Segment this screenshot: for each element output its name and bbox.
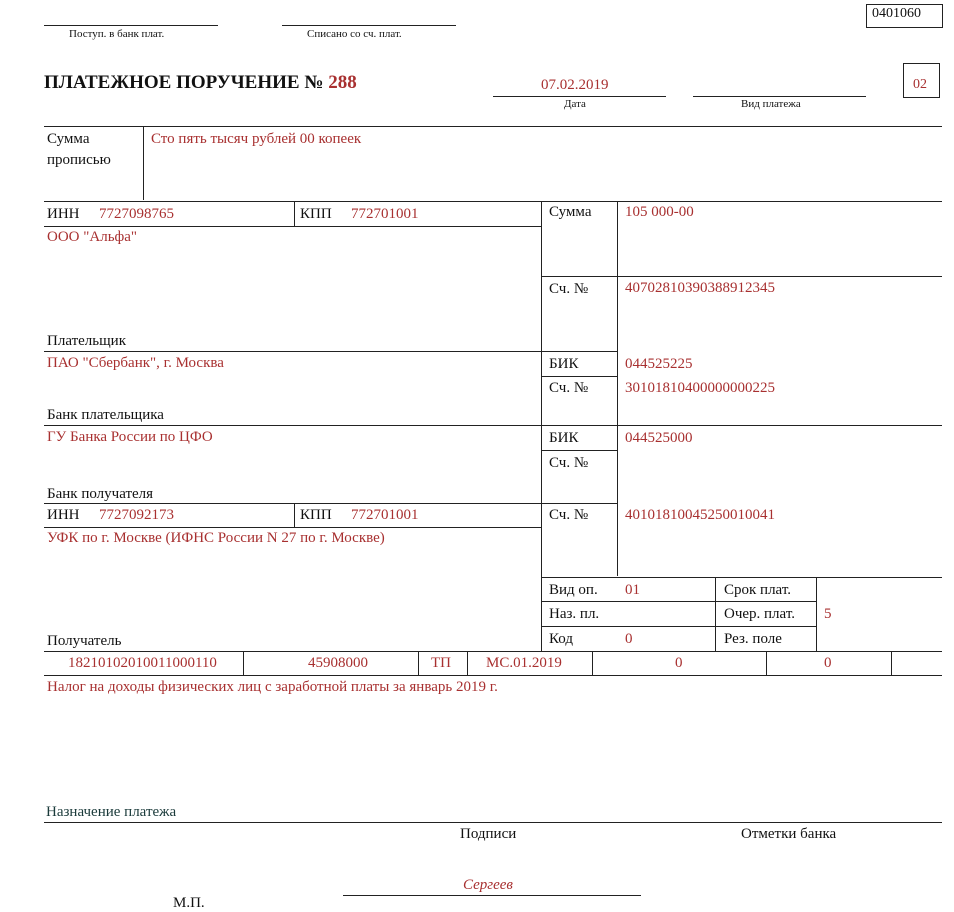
recipient-inn-line	[44, 527, 541, 528]
vid-op-label: Вид оп.	[549, 582, 598, 598]
recipient-account: 40101810045250010041	[625, 507, 775, 523]
amount-words-divider	[143, 126, 144, 200]
tax-row-bottom-line	[44, 675, 942, 676]
vid-op: 01	[625, 582, 640, 598]
recipient-bank-name: ГУ Банка России по ЦФО	[47, 429, 213, 445]
tax-divider-2	[418, 651, 419, 675]
kod: 0	[625, 631, 633, 647]
signature-line	[343, 895, 641, 896]
recipient-kpp-label: КПП	[300, 507, 332, 523]
tax-divider-1	[243, 651, 244, 675]
codes-bottom-line	[44, 651, 942, 652]
sum-value: 105 000-00	[625, 204, 694, 220]
payer-bank-bik-label: БИК	[549, 356, 579, 372]
ocher: 5	[824, 606, 832, 622]
payment-type-line	[693, 96, 866, 97]
tax-divider-6	[891, 651, 892, 675]
recipient-inn-label: ИНН	[47, 507, 80, 523]
status-code: 02	[913, 77, 927, 92]
recipient-bank-account-label: Сч. №	[549, 455, 589, 471]
payer-account: 40702810390388912345	[625, 280, 775, 296]
bank-marks-label: Отметки банка	[741, 826, 837, 842]
form-code: 0401060	[872, 6, 921, 21]
recipient-inn: 7727092173	[99, 507, 174, 523]
recipient-label: Получатель	[47, 633, 122, 649]
debited-line	[282, 25, 456, 26]
payer-bank-account-label: Сч. №	[549, 380, 589, 396]
payer-bank-bottom-line	[44, 425, 942, 426]
codes-vertical-2	[816, 577, 817, 651]
ocher-label: Очер. плат.	[724, 606, 795, 622]
payer-kpp-label: КПП	[300, 206, 332, 222]
recipient-bank-label: Банк получателя	[47, 486, 154, 502]
codes-top-line	[541, 577, 942, 578]
payer-inn: 7727098765	[99, 206, 174, 222]
codes-vertical-1	[715, 577, 716, 651]
stamp-label: М.П.	[173, 895, 205, 911]
date-label: Дата	[564, 98, 586, 110]
received-line	[44, 25, 218, 26]
payer-bank-name: ПАО "Сбербанк", г. Москва	[47, 355, 224, 371]
main-vertical-2	[617, 201, 618, 576]
date-line	[493, 96, 666, 97]
tax-period: МС.01.2019	[486, 655, 562, 671]
main-vertical-1	[541, 201, 542, 651]
tax-divider-5	[766, 651, 767, 675]
recipient-bank-bik: 044525000	[625, 430, 693, 446]
tax-doc-number: 0	[675, 655, 683, 671]
payment-date: 07.02.2019	[541, 77, 609, 93]
payment-type-label: Вид платежа	[741, 98, 801, 110]
sum-bottom-line	[541, 276, 942, 277]
recipient-bank-bik-label: БИК	[549, 430, 579, 446]
tax-basis: ТП	[431, 655, 451, 671]
payer-account-label: Сч. №	[549, 281, 589, 297]
signatures-label: Подписи	[460, 826, 517, 842]
amount-words-label-1: Сумма	[47, 131, 90, 147]
tax-doc-date: 0	[824, 655, 832, 671]
purpose-label: Назначение платежа	[46, 804, 177, 820]
amount-words-value: Сто пять тысяч рублей 00 копеек	[151, 131, 362, 147]
payer-bank-label: Банк плательщика	[47, 407, 164, 423]
recipient-kpp: 772701001	[351, 507, 419, 523]
recipient-bank-bottom-line	[44, 503, 618, 504]
codes-line-2	[541, 626, 816, 627]
tax-divider-4	[592, 651, 593, 675]
tax-divider-3	[467, 651, 468, 675]
srok-label: Срок плат.	[724, 582, 792, 598]
kod-label: Код	[549, 631, 573, 647]
payer-top-line	[44, 201, 942, 202]
tax-oktmo: 45908000	[308, 655, 368, 671]
payer-name: ООО "Альфа"	[47, 229, 138, 245]
recipient-account-label: Сч. №	[549, 507, 589, 523]
recipient-inn-divider	[294, 503, 295, 527]
signer-signature: Сергеев	[463, 877, 513, 893]
payer-inn-label: ИНН	[47, 206, 80, 222]
naz-label: Наз. пл.	[549, 606, 600, 622]
payer-bottom-line	[44, 351, 618, 352]
document-title	[44, 72, 357, 94]
sum-label: Сумма	[549, 204, 592, 220]
amount-words-label-2: прописью	[47, 152, 111, 168]
payer-bank-bik: 044525225	[625, 356, 693, 372]
rez-label: Рез. поле	[724, 631, 782, 647]
payer-kpp: 772701001	[351, 206, 419, 222]
document-number: 288	[328, 72, 357, 93]
received-label: Поступ. в банк плат.	[69, 28, 165, 40]
payer-bank-account: 30101810400000000225	[625, 380, 775, 396]
payer-bank-bik-line	[541, 376, 618, 377]
amount-words-top-line	[44, 126, 942, 127]
document-title-text: ПЛАТЕЖНОЕ ПОРУЧЕНИЕ №	[44, 72, 324, 93]
payer-label: Плательщик	[47, 333, 126, 349]
tax-kbk: 18210102010011000110	[68, 655, 217, 671]
purpose-bottom-line	[44, 822, 942, 823]
purpose-text: Налог на доходы физических лиц с заработной платы за январь 2019 г.	[47, 679, 498, 695]
debited-label: Списано со сч. плат.	[307, 28, 402, 40]
codes-line-1	[541, 601, 816, 602]
payer-inn-line	[44, 226, 541, 227]
recipient-bank-bik-line	[541, 450, 618, 451]
recipient-name: УФК по г. Москве (ИФНС России N 27 по г. Москве)	[47, 530, 385, 546]
payer-inn-divider	[294, 201, 295, 226]
